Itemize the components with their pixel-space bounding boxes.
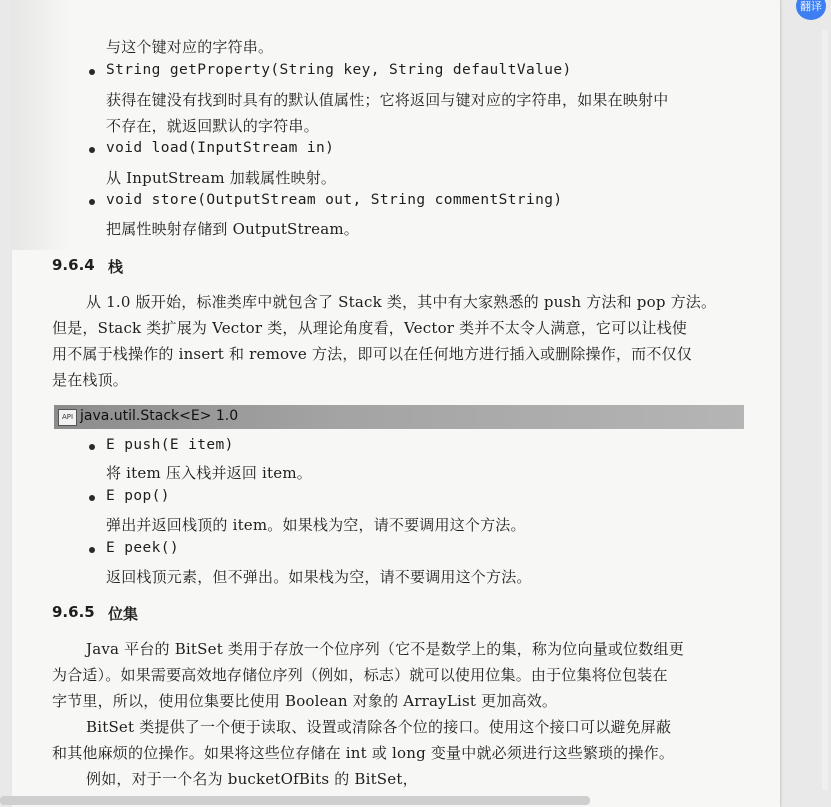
method-signature-push: E push(E item) [106,437,234,453]
bullet-icon [89,147,95,153]
method-description: 返回栈顶元素，但不弹出。如果栈为空，请不要调用这个方法。 [106,568,532,586]
method-description: 将 item 压入栈并返回 item。 [106,464,312,482]
method-description: 获得在键没有找到时具有的默认值属性；它将返回与键对应的字符串，如果在映射中 [106,91,669,109]
section-number: 9.6.5 [52,603,95,621]
page-gutter-shadow [12,0,72,250]
method-signature-peek: E peek() [106,540,180,556]
method-description: 从 InputStream 加载属性映射。 [106,169,337,187]
method-signature-pop: E pop() [106,488,170,504]
paragraph-line: 字节里，所以，使用位集要比使用 Boolean 对象的 ArrayList 更加高效。 [52,692,558,710]
method-description: 不存在，就返回默认的字符串。 [106,117,319,135]
horizontal-scrollbar[interactable] [0,796,590,805]
bullet-icon [89,547,95,553]
translate-widget-button[interactable] [796,0,826,20]
paragraph-line: 但是，Stack 类扩展为 Vector 类，从理论角度看，Vector 类并不太令人满意，它可以让栈使 [52,319,688,337]
paragraph-line: 用不属于栈操作的 insert 和 remove 方法，即可以在任何地方进行插入或删除操作，而不仅仅 [52,345,692,363]
bullet-icon [89,444,95,450]
bullet-icon [89,69,95,75]
document-page [12,0,780,807]
paragraph-line: BitSet 类提供了一个便于读取、设置或清除各个位的接口。使用这个接口可以避免屏蔽 [86,718,672,736]
method-signature-getproperty: String getProperty(String key, String defaultValue) [106,62,572,78]
bullet-icon [89,495,95,501]
section-number: 9.6.4 [52,256,95,274]
api-header-bar [54,405,744,429]
method-description: 弹出并返回栈顶的 item。如果栈为空，请不要调用这个方法。 [106,516,526,534]
api-class-label: java.util.Stack<E> 1.0 [80,408,239,424]
method-description: 把属性映射存储到 OutputStream。 [106,220,359,238]
section-title: 位集 [108,605,139,623]
paragraph-line: 为合适）。如果需要高效地存储位序列（例如，标志）就可以使用位集。由于位集将位包装在 [52,666,668,684]
bullet-icon [89,199,95,205]
translate-icon: 翻译 [800,0,822,13]
paragraph-line: Java 平台的 BitSet 类用于存放一个位序列（它不是数学上的集，称为位向量或位数组更 [86,640,684,658]
paragraph-line: 例如，对于一个名为 bucketOfBits 的 BitSet， [86,770,418,788]
section-title: 栈 [108,258,124,276]
paragraph-line: 是在栈顶。 [52,371,129,389]
api-icon: API [58,409,77,426]
text-line: 与这个键对应的字符串。 [106,38,274,56]
method-signature-load: void load(InputStream in) [106,140,335,156]
vertical-scrollbar[interactable] [822,30,828,790]
paragraph-line: 和其他麻烦的位操作。如果将这些位存储在 int 或 long 变量中就必须进行这些繁琐的操作。 [52,744,675,762]
paragraph-line: 从 1.0 版开始，标准类库中就包含了 Stack 类，其中有大家熟悉的 push 方法和 pop 方法。 [86,293,717,311]
method-signature-store: void store(OutputStream out, String commentString) [106,192,563,208]
